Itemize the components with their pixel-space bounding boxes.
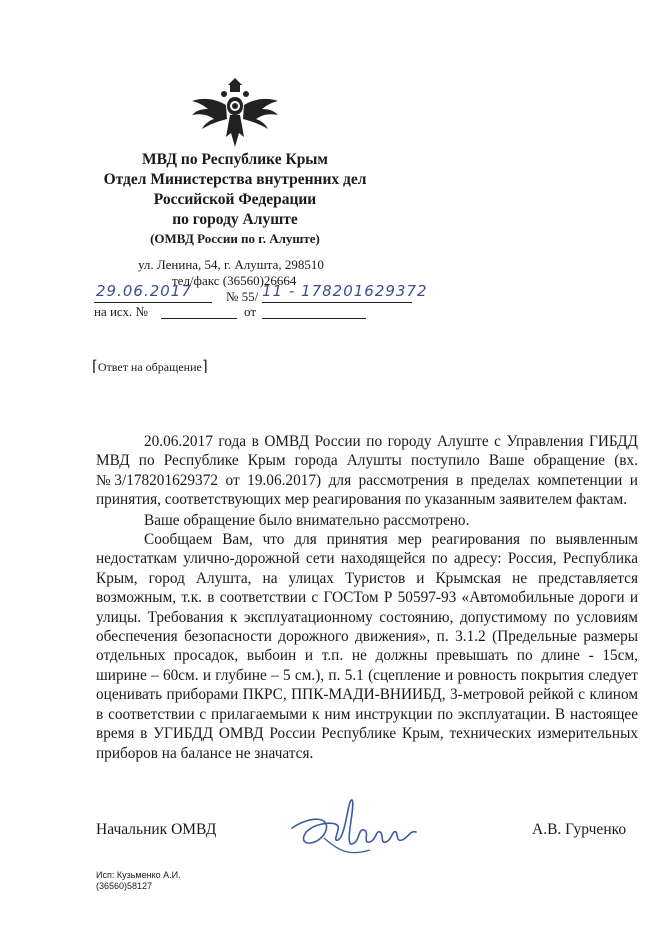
body-paragraph-1: 20.06.2017 года в ОМВД России по городу Алуште с Управления ГИБДД МВД по Республике Крым города Алушты поступило Ваше обращение (вх. №3/178201629372 от 19.06.2017) для рассмотрения в пределах компетенции и принятия, соответствующих мер реагирования по указанным заявителем фактам. [96,433,638,509]
eagle-emblem-icon [190,75,280,155]
body-paragraph-2: Ваше обращение было внимательно рассмотрено. [144,511,470,529]
org-line-3: Российской Федерации [153,191,317,208]
letter-body [96,432,638,763]
body-paragraph-3: Сообщаем Вам, что для принятия мер реагирования по выявленным недостаткам улично-дорожной сети находящейся по адресу: Россия, Республика Крым, город Алушта, на улицах Туристов и Крымская не представляется возможным, т.к. в соответствии с ГОСТом Р 50597-93 «Автомобильные дороги и улицы. Требования к эксплуатационному состоянию, допустимому по условиям обеспечения безопасности дорожного движения», п. 3.1.2 (Предельные размеры отдельных просадок, выбоин и т.п. не должны превышать по длине - 15см, ширине – 60см. и глубине – 5 см.), п. 5.1 (сцепление и ровность покрытия следует оценивать приборами ПКРС, ППК-МАДИ-ВНИИБД, 3-метровой рейкой с клином в соответствии с прилагаемыми к ним инструкции по эксплуатации. В настоящее время в УГИБДД ОМВД России Республике Крым, технических измерительных приборов на балансе не значатся. [96,531,638,762]
registration-number-prefix: № 55/ [226,289,259,304]
executor-phone: (36560)58127 [96,881,153,891]
signature-name: А.В. Гурченко [532,821,627,838]
address-street: ул. Ленина, 54, г. Алушта, 298510 [138,257,324,272]
subject-line: ⌈Ответ на обращение⌉ [92,359,208,375]
reply-date-blank [262,304,366,319]
registration-date: 29.06.2017 [96,282,192,300]
reply-from-label: от [244,304,257,319]
executor-name: Исп: Кузьменко А.И. [96,870,181,880]
subject-text: Ответ на обращение [97,360,202,374]
reply-number-blank [161,304,237,319]
registration-number-field [262,282,428,304]
handwritten-signature-icon [280,790,440,870]
reply-prefix: на исх. № [94,304,148,319]
signature-position: Начальник ОМВД [96,821,217,838]
org-line-2: Отдел Министерства внутренних дел [103,171,367,188]
registration-date-field [94,284,214,304]
org-line-4: по городу Алуште [172,211,298,228]
registration-number: 11 - 178201629372 [262,282,428,300]
org-line-5: (ОМВД России по г. Алуште) [150,231,320,246]
address-phone: тел/факс (36560)26664 [172,273,297,288]
org-line-1: МВД по Республике Крым [142,151,328,168]
